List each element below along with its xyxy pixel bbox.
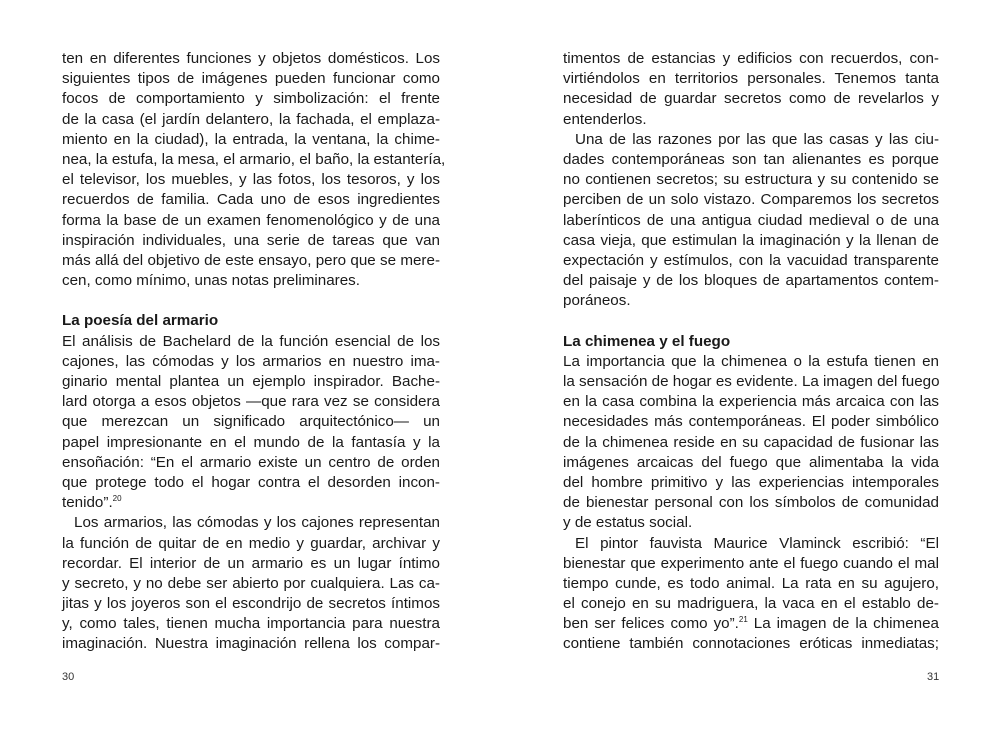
text-line: más allá del objetivo de este ensayo, pero que se mere- [62,251,440,269]
text-line: del hombre primitivo y las experiencias intemporales [563,473,939,491]
text-line: imaginación. Nuestra imaginación rellena los compar- [62,635,440,653]
paragraph-gap [62,291,440,311]
text-line: tiempo cunde, es todo animal. La rata en su agujero, [563,574,939,592]
paragraph-alienantes [563,130,939,312]
text-line: no contienen secretos; su estructura y su contenido se [563,171,939,189]
text-line: la sensación de hogar es evidente. La imagen del fuego [563,373,940,390]
text-line: y secreto, y no debe ser abierto por cualquiera. Las ca- [62,574,440,592]
text-line: cen, como mínimo, unas notas preliminares. [62,272,360,290]
text-line: recuerdos de familia. Cada uno de esos ingredientes [62,191,440,209]
text-line: del paisaje y de los bloques de apartamentos contem- [563,272,939,290]
footnote-marker: 20 [112,494,122,504]
text-line: La importancia que la chimenea o la estufa tienen en [563,352,939,370]
text-line: virtiéndolos en territorios personales. Tenemos tanta [563,70,939,88]
text-line: recordar. El interior de un armario es un lugar íntimo [62,554,440,572]
text-line: inspiración individuales, una serie de tareas que van [62,231,440,249]
section-heading: La poesía del armario [62,312,219,330]
text-line: contiene también connotaciones eróticas inmediatas; [563,635,939,653]
text-fragment: ben ser felices como yo”. [563,615,739,633]
left-page [62,49,446,655]
text-line: laberínticos de una antigua ciudad medieval o de una [563,211,939,229]
text-line: el televisor, los muebles, y las fotos, los tesoros, y los [62,171,440,189]
text-line: forma la base de un examen fenomenológico y de una [62,211,440,229]
text-line: bienestar que experimento ante el fuego cuando el mal [563,554,939,572]
paragraph-armarios [62,513,440,654]
text-line: necesidad de guardar secretos como de revelarlos y [563,90,939,108]
section-heading: La chimenea y el fuego [563,332,731,350]
text-fragment: tenido”. [62,494,113,512]
text-line: El pintor fauvista Maurice Vlaminck escribió: “El [575,534,939,552]
text-line: en la casa combina la experiencia más arcaica con las [563,393,939,411]
text-line: lard otorga a esos objetos —que rara vez se considera [62,393,440,411]
text-line: ensoñación: “En el armario existe un centro de orden [62,453,440,471]
text-line: y de estatus social. [563,514,693,532]
text-line: siguientes tipos de imágenes pueden funcionar como [62,70,440,88]
text-line: casa vieja, que estimulan la imaginación y la llenan de [563,231,939,249]
text-line: la función de quitar de en medio y guardar, archivar y [62,534,440,552]
page-number: 30 [62,671,75,683]
text-line: jitas y los joyeros son el escondrijo de secretos íntimos [62,595,440,613]
text-line: entenderlos. [563,110,647,128]
text-line: que merezcan un significado arquitectónico— un [62,413,440,431]
text-line: expectación y estímulos, con la vacuidad transparente [563,251,939,269]
text-fragment: La imagen de la chimenea [747,615,939,633]
text-line: Una de las razones por las que las casas y las ciu- [575,130,939,148]
text-line [563,614,939,634]
paragraph-gap [563,311,939,331]
text-line: de la chimenea reside en su capacidad de fusionar las [563,433,939,451]
text-line: necesidades más contemporáneas. El poder simbólico [563,413,939,431]
text-line: de bienestar personal con los símbolos de comunidad [563,494,939,512]
paragraph-bachelard [62,332,440,514]
text-line: El análisis de Bachelard de la función esencial de los [62,332,440,350]
paragraph-continuation [563,49,939,130]
right-page [563,49,939,655]
text-line: imágenes arcaicas del fuego que alimentaba la vida [563,453,939,471]
text-line: el conejo en su madriguera, la vaca en el establo de- [563,595,939,613]
text-line: de la casa (el jardín delantero, la fachada, el emplaza- [62,110,440,128]
paragraph-vlaminck [563,534,939,655]
text-line: miento en la ciudad), la entrada, la ventana, la chime- [62,130,440,148]
text-line: perciben de un solo vistazo. Comparemos los secretos [563,191,939,209]
text-line [62,493,440,513]
footnote-marker: 21 [738,615,748,625]
text-line: poráneos. [563,292,631,310]
text-line: dades contemporáneas son tan alienantes es porque [563,150,939,168]
page-number: 31 [927,671,940,683]
text-line: que protege todo el hogar contra el desorden incon- [62,473,440,491]
paragraph-chimenea [563,352,939,534]
text-line: focos de comportamiento y simbolización: el frente [62,90,440,108]
text-line: papel impresionante en el mundo de la fantasía y la [62,433,440,451]
text-line: ten en diferentes funciones y objetos domésticos. Los [62,50,440,67]
text-line: cajones, las cómodas y los armarios en nuestro ima- [62,352,440,370]
text-line: y, como tales, tienen mucha importancia para nuestra [62,615,440,633]
paragraph-intro [62,49,446,291]
text-line: ginario mental plantea un ejemplo inspirador. Bache- [62,373,440,390]
text-line: Los armarios, las cómodas y los cajones representan [74,514,440,532]
text-line: nea, la estufa, la mesa, el armario, el baño, la estantería, [62,150,446,168]
text-line: timentos de estancias y edificios con recuerdos, con- [563,50,939,67]
